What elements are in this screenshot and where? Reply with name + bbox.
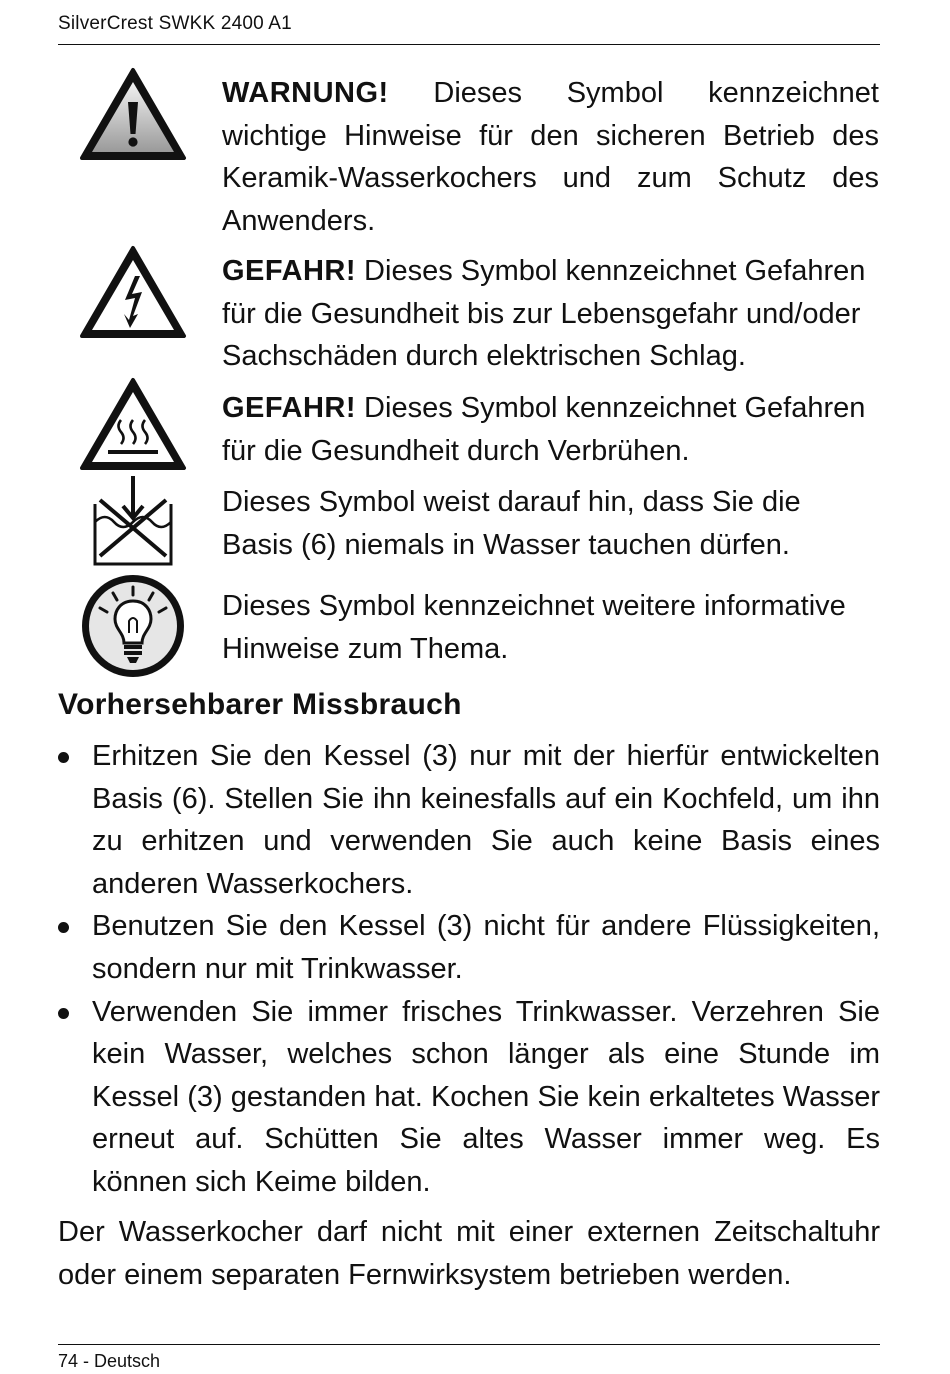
bullet-dot: [58, 752, 69, 763]
electric-shock-icon: [78, 244, 188, 340]
closing-paragraph: Der Wasserkocher darf nicht mit einer externen Zeitschaltuhr oder einem separaten Fernwirksystem betrieben werden.: [58, 1216, 880, 1291]
symbol-immerse-text: Dieses Symbol weist darauf hin, dass Sie die Basis (6) niemals in Wasser tauchen dürfen.: [222, 486, 801, 561]
do-not-immerse-icon: [90, 474, 176, 568]
list-item: Benutzen Sie den Kessel (3) nicht für andere Flüssigkeiten, sondern nur mit Trinkwasser.: [58, 905, 880, 990]
list-item: Verwenden Sie immer frisches Trinkwasser. Verzehren Sie kein Wasser, welches schon länger als eine Stunde im Kessel (3) gestanden hat. Kochen Sie kein erkaltetes Wasser erneut auf. Schütten Sie altes Wasser immer weg. Es können sich Keime bilden.: [58, 991, 880, 1204]
symbol-hot-text: GEFAHR! Dieses Symbol kennzeichnet Gefahren für die Gesundheit durch Verbrühen.: [222, 392, 866, 467]
page-footer: 74 - Deutsch: [58, 1351, 161, 1371]
list-item: Erhitzen Sie den Kessel (3) nur mit der hierfür entwickelten Basis (6). Stellen Sie ihn keinesfalls auf ein Kochfeld, um ihn zu erhitzen und verwenden Sie auch keine Basis eines anderen Wasserkochers.: [58, 735, 880, 905]
symbol-info-text: Dieses Symbol kennzeichnet weitere informative Hinweise zum Thema.: [222, 590, 846, 665]
bullet-dot: [58, 922, 69, 933]
lightbulb-info-icon: [78, 571, 188, 681]
warning-exclamation-icon: [78, 66, 188, 162]
hot-surface-icon: [78, 376, 188, 472]
symbol-warning-text: WARNUNG! Dieses Symbol kennzeichnet wichtige Hinweise für den sicheren Betrieb des Keramik-Wasserkochers und zum Schutz des Anwenders.: [222, 77, 879, 237]
bullet-dot: [58, 1008, 69, 1019]
bullet-list: [58, 735, 880, 1204]
section-heading: Vorhersehbarer Missbrauch: [58, 688, 462, 721]
header-rule: [58, 44, 880, 45]
symbol-electric-text: GEFAHR! Dieses Symbol kennzeichnet Gefahren für die Gesundheit bis zur Lebensgefahr und/oder Sachschäden durch elektrischen Schlag.: [222, 255, 866, 372]
running-header: SilverCrest SWKK 2400 A1: [58, 13, 292, 34]
footer-rule: [58, 1344, 880, 1345]
